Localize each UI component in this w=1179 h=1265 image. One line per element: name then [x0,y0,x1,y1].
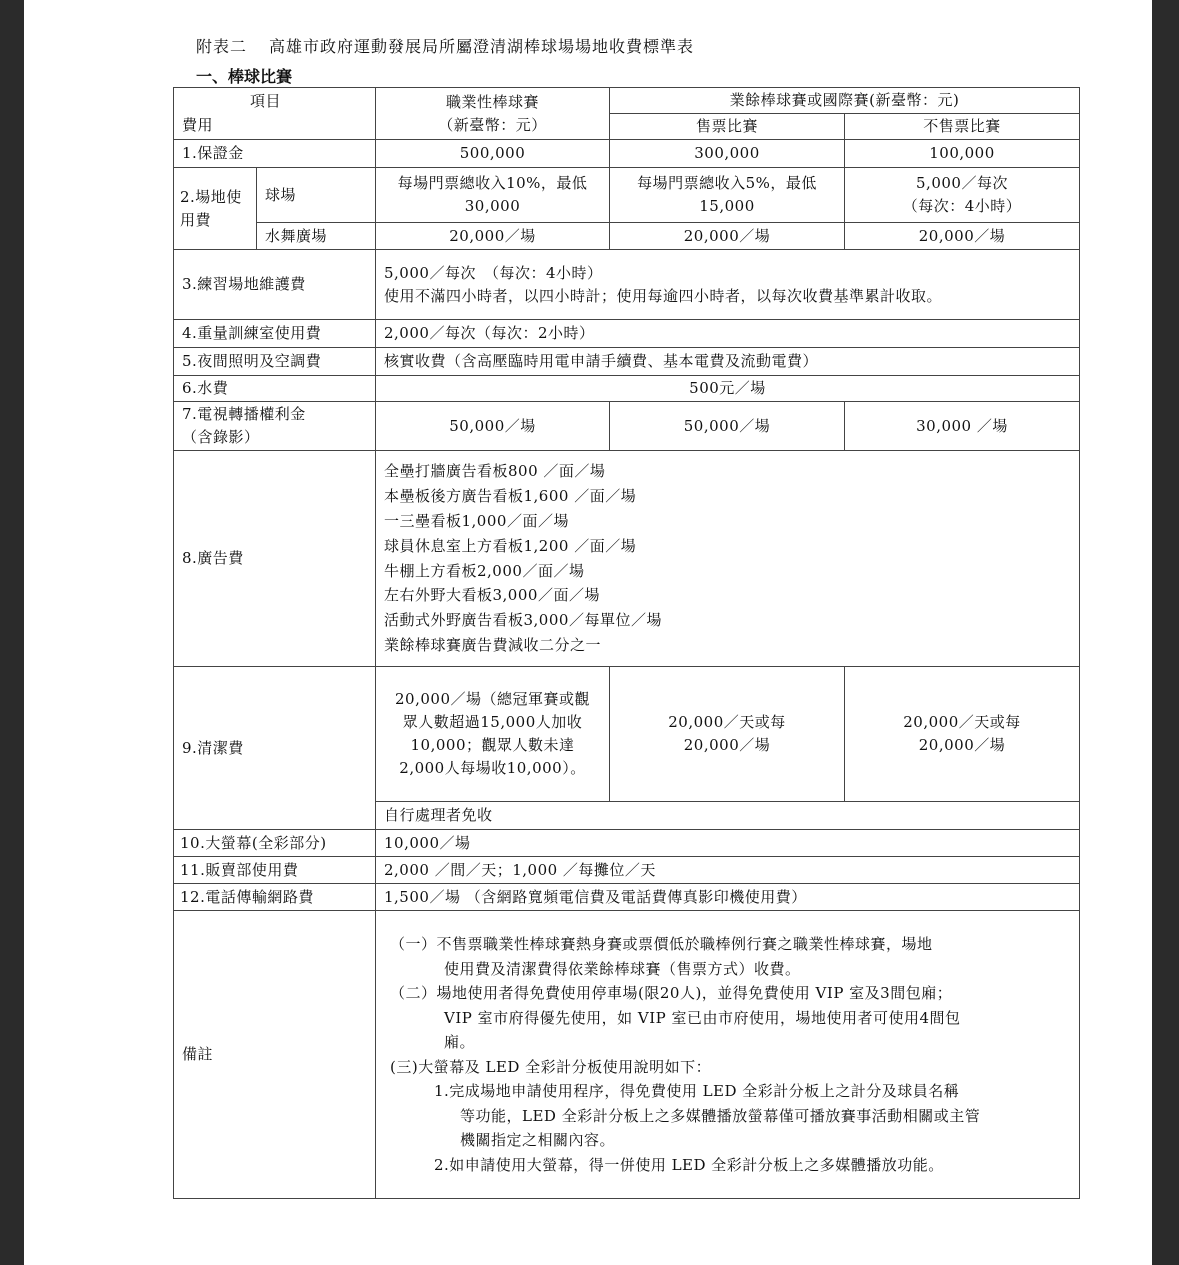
row-label: 4.重量訓練室使用費 [174,320,376,348]
row-label-line1: 7.電視轉播權利金 [182,405,306,423]
caption-label: 附表二 [196,37,248,56]
list-item: 球員休息室上方看板1,200 ／面／場 [384,536,637,555]
note-3-1-line2: 等功能，LED 全彩計分板上之多媒體播放螢幕僅可播放賽事活動相關或主管 [460,1106,981,1125]
cell-value: 1,500／場 （含網路寬頻電信費及電話費傳真影印機使用費） [376,884,1080,911]
cell-unticketed-line1: 5,000／每次 [916,174,1008,192]
note-1-line2: 使用費及清潔費得依業餘棒球賽（售票方式）收費。 [444,959,801,978]
cell-unticketed: 30,000 ／場 [845,402,1080,451]
row-label: 10.大螢幕(全彩部分) [174,830,376,857]
table-row [174,250,1080,320]
section-heading: 一、棒球比賽 [196,67,293,86]
cell-value [376,250,1080,320]
document-page [24,0,1152,1265]
cell-unticketed [845,168,1080,223]
table-row [174,140,1080,168]
list-item: 業餘棒球賽廣告費減收二分之一 [384,635,602,654]
row-label: 2.場地使用費 [174,168,257,250]
header-amateur: 業餘棒球賽或國際賽(新臺幣：元) [610,88,1080,114]
row-label: 8.廣告費 [174,451,376,667]
note-3-1-line3: 機關指定之相關內容。 [460,1131,616,1149]
list-item: 左右外野大看板3,000／面／場 [384,586,600,605]
row-label: 1.保證金 [174,140,376,168]
cell-value: 2,000／每次（每次：2小時） [376,320,1080,348]
cell-unticketed-line2: （每次：4小時） [902,197,1022,215]
cell-value: 核實收費（含高壓臨時用電申請手續費、基本電費及流動電費） [376,348,1080,376]
cell-ticketed: 20,000／天或每20,000／場 [610,667,845,802]
cell-ticketed: 300,000 [610,140,845,168]
list-item: 全壘打牆廣告看板800 ／面／場 [384,462,606,481]
notes-content [376,911,1080,1199]
table-row [174,857,1080,884]
note-3-1-line1: 1.完成場地申請使用程序，得免費使用 LED 全彩計分板上之計分及球員名稱 [434,1082,960,1100]
cell-unticketed: 20,000／場 [845,223,1080,250]
cell-value: 500元／場 [376,376,1080,402]
caption-title: 高雄市政府運動發展局所屬澄清湖棒球場場地收費標準表 [269,37,695,56]
table-row [174,168,1080,223]
cell-ticketed: 20,000／場 [610,223,845,250]
cell-value: 自行處理者免收 [376,802,1080,830]
cell-unticketed: 20,000／天或每20,000／場 [845,667,1080,802]
note-3-2: 2.如申請使用大螢幕，得一併使用 LED 全彩計分板上之多媒體播放功能。 [434,1155,944,1174]
cell-ticketed: 50,000／場 [610,402,845,451]
row-label: 9.清潔費 [174,667,376,830]
sub-label-field: 球場 [257,168,376,223]
note-1-line1: （一）不售票職業性棒球賽熱身賽或票價低於職棒例行賽之職業性棒球賽，場地 [390,935,933,953]
table-row [174,402,1080,451]
cell-unticketed: 100,000 [845,140,1080,168]
header-pro-title: 職業性棒球賽 [445,92,539,111]
note-2-line2: VIP 室市府得優先使用，如 VIP 室已由市府使用，場地使用者可使用4間包 [444,1008,961,1027]
row-label-line2: （含錄影） [182,428,260,446]
header-ticketed: 售票比賽 [610,114,845,140]
table-header-row [174,88,1080,114]
table-row [174,911,1080,1199]
cell-value: 10,000／場 [376,830,1080,857]
table-caption [196,34,694,57]
list-item: 牛棚上方看板2,000／面／場 [384,561,585,580]
note-2-line3: 廂。 [444,1033,476,1051]
header-item: 項目 [250,92,282,110]
table-row [174,320,1080,348]
cell-pro: 500,000 [376,140,610,168]
cell-pro: 20,000／場（總冠軍賽或觀眾人數超過15,000人加收10,000；觀眾人數未達2,000人每場收10,000）。 [376,667,610,802]
practice-fee-line1: 5,000／每次 （每次：4小時） [384,263,603,282]
cell-pro: 20,000／場 [376,223,610,250]
notes-label: 備註 [174,911,376,1199]
row-label [174,402,376,451]
note-3-heading: (三)大螢幕及 LED 全彩計分板使用說明如下： [390,1057,712,1076]
row-label: 11.販賣部使用費 [174,857,376,884]
cell-pro: 每場門票總收入10%，最低30,000 [376,168,610,223]
practice-fee-line2: 使用不滿四小時者，以四小時計；使用每逾四小時者，以每次收費基準累計收取。 [384,286,943,305]
fee-table [173,87,1080,1199]
header-unticketed: 不售票比賽 [845,114,1080,140]
row-label: 6.水費 [174,376,376,402]
header-pro-unit: （新臺幣：元） [438,115,547,134]
table-row [174,884,1080,911]
table-row [174,376,1080,402]
table-row [174,667,1080,802]
header-pro [376,88,610,140]
table-row [174,830,1080,857]
row-label: 5.夜間照明及空調費 [174,348,376,376]
note-2-line1: （二）場地使用者得免費使用停車場(限20人)，並得免費使用 VIP 室及3間包廂； [390,984,953,1002]
sub-label-plaza: 水舞廣場 [257,223,376,250]
cell-value: 2,000 ／間／天；1,000 ／每攤位／天 [376,857,1080,884]
list-item: 活動式外野廣告看板3,000／每單位／場 [384,611,662,630]
table-row [174,223,1080,250]
list-item: 一三壘看板1,000／面／場 [384,511,569,530]
ad-fee-list [376,451,1080,667]
row-label: 12.電話傳輸網路費 [174,884,376,911]
table-row [174,348,1080,376]
header-fee: 費用 [182,116,214,134]
list-item: 本壘板後方廣告看板1,600 ／面／場 [384,487,637,506]
cell-pro: 50,000／場 [376,402,610,451]
header-item-fee-cell [174,88,376,140]
table-row [174,451,1080,667]
cell-ticketed: 每場門票總收入5%，最低15,000 [610,168,845,223]
row-label: 3.練習場地維護費 [174,250,376,320]
